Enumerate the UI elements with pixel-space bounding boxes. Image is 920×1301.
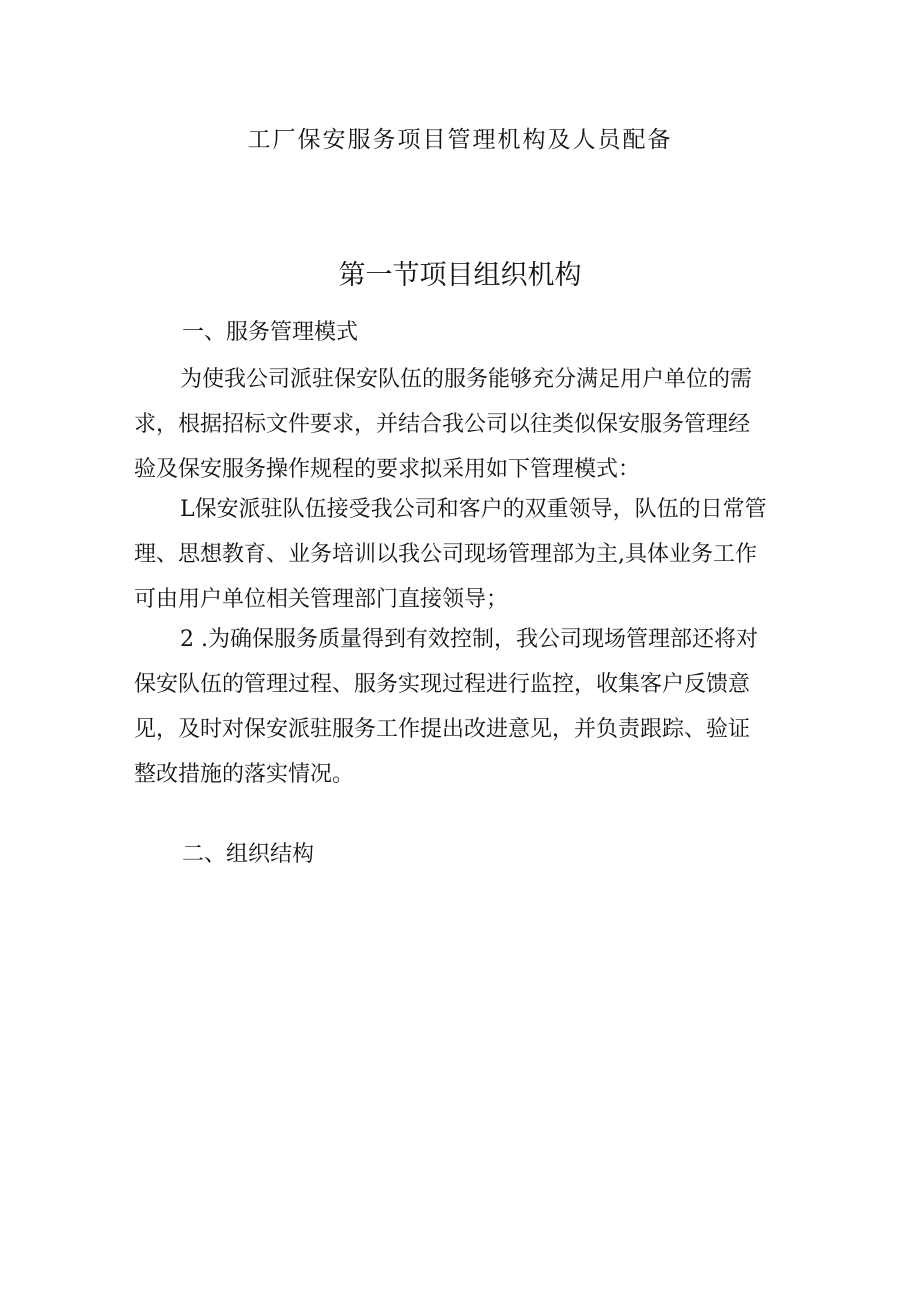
paragraph-line: 保安队伍的管理过程、服务实现过程进行监控，收集客户反馈意	[134, 672, 751, 697]
document-title: 工厂保安服务项目管理机构及人员配备	[247, 127, 673, 153]
paragraph-item-2	[134, 617, 794, 797]
paragraph-line: 可由用户单位相关管理部门直接领导；	[134, 587, 509, 612]
paragraph-line: 验及保安服务操作规程的要求拟采用如下管理模式：	[134, 457, 641, 482]
heading-organization-structure: 二、组织结构	[182, 842, 315, 867]
paragraph-line: 理、思想教育、业务培训以我公司现场管理部为主,具体业务工作	[134, 542, 757, 567]
paragraph-line: 见，及时对保安派驻服务工作提出改进意见，并负责跟踪、验证	[134, 717, 751, 742]
paragraph-item-1	[134, 487, 794, 622]
paragraph-line: 2 .为确保服务质量得到有效控制，我公司现场管理部还将对	[180, 627, 758, 652]
heading-service-management-mode: 一、服务管理模式	[182, 320, 359, 345]
paragraph-line: 为使我公司派驻保安队伍的服务能够充分满足用户单位的需	[180, 367, 753, 392]
paragraph-line: 整改措施的落实情况。	[134, 762, 355, 787]
paragraph-line: L保安派驻队伍接受我公司和客户的双重领导，队伍的日常管	[180, 497, 767, 522]
paragraph-line: 求，根据招标文件要求，并结合我公司以往类似保安服务管理经	[134, 412, 751, 437]
section-title: 第一节项目组织机构	[338, 260, 582, 291]
paragraph-intro	[134, 357, 794, 492]
